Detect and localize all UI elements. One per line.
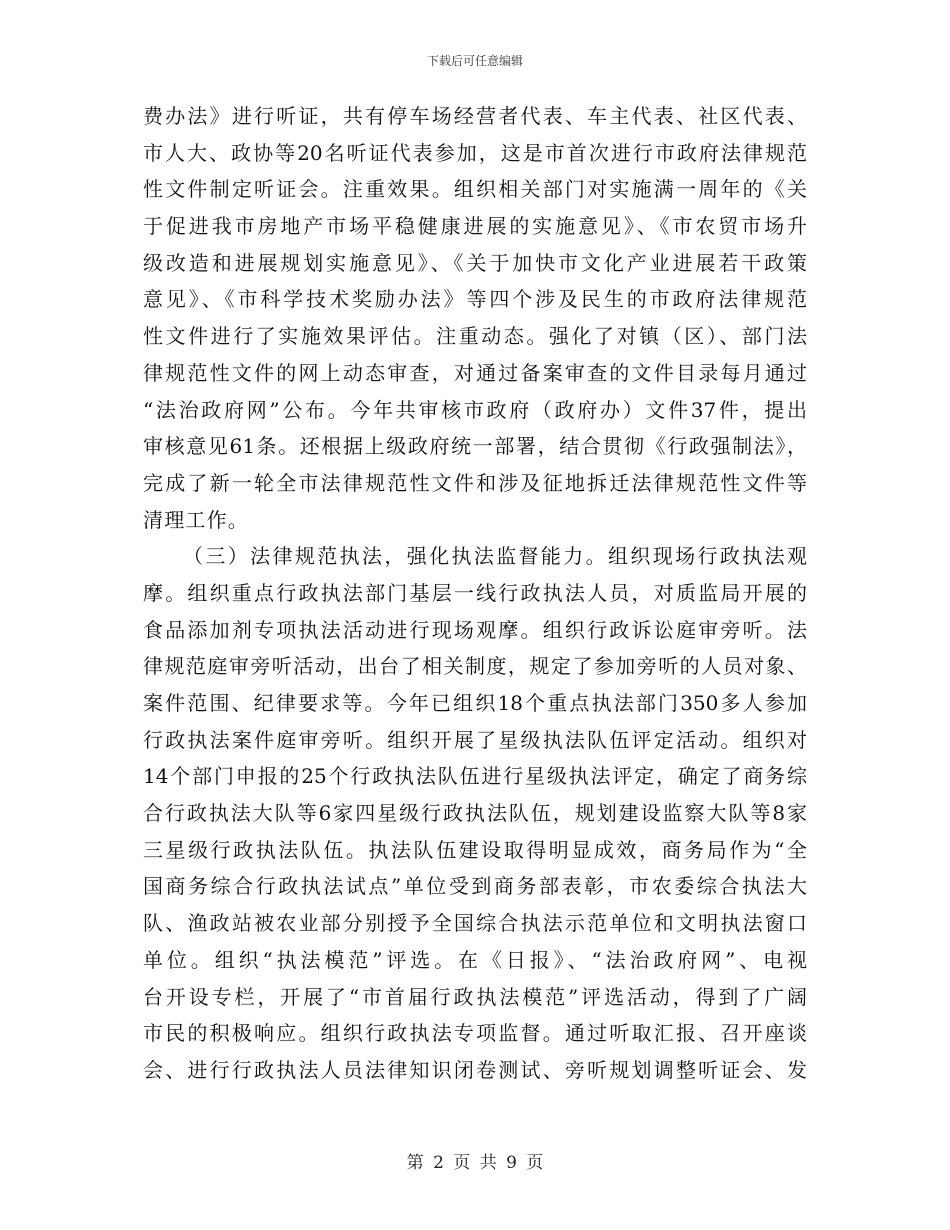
body-line-6: 意见》、《市科学技术奖励办法》等四个涉及民生的市政府法律规范	[143, 287, 807, 312]
body-line-3: 性文件制定听证会。注重效果。组织相关部门对实施满一周年的《关	[143, 177, 807, 202]
body-line-8: 律规范性文件的网上动态审查，对通过备案审查的文件目录每月通过	[143, 360, 807, 385]
body-line-22: 国商务综合行政执法试点”单位受到商务部表彰，市农委综合执法大	[143, 874, 807, 899]
body-line-15: 食品添加剂专项执法活动进行现场观摩。组织行政诉讼庭审旁听。法	[143, 617, 807, 642]
body-line-19: 14个部门申报的25个行政执法队伍进行星级执法评定，确定了商务综	[143, 764, 807, 789]
body-line-7: 性文件进行了实施效果评估。注重动态。强化了对镇（区）、部门法	[143, 324, 807, 349]
body-line-17: 案件范围、纪律要求等。今年已组织18个重点执法部门350多人参加	[143, 691, 807, 715]
body-line-10: 审核意见61条。还根据上级政府统一部署，结合贯彻《行政强制法》，	[143, 434, 807, 459]
body-line-2: 市人大、政协等20名听证代表参加，这是市首次进行市政府法律规范	[143, 140, 807, 165]
page-header-note: 下载后可任意编辑	[426, 54, 523, 68]
body-line-5: 级改造和进展规划实施意见》、《关于加快市文化产业进展若干政策	[143, 250, 807, 275]
section-heading-line: （三）法律规范执法，强化执法监督能力。组织现场行政执法观	[183, 544, 807, 569]
body-line-1: 费办法》进行听证，共有停车场经营者代表、车主代表、社区代表、	[143, 104, 807, 128]
body-line-27: 会、进行行政执法人员法律知识闭卷测试、旁听规划调整听证会、发	[143, 1057, 807, 1082]
body-line-12: 清理工作。	[143, 507, 249, 532]
body-line-11: 完成了新一轮全市法律规范性文件和涉及征地拆迁法律规范性文件等	[143, 470, 807, 495]
body-line-26: 市民的积极响应。组织行政执法专项监督。通过听取汇报、召开座谈	[143, 1021, 807, 1046]
body-line-16: 律规范庭审旁听活动，出台了相关制度，规定了参加旁听的人员对象、	[143, 654, 807, 679]
body-line-4: 于促进我市房地产市场平稳健康进展的实施意见》、《市农贸市场升	[143, 214, 807, 239]
body-line-20: 合行政执法大队等6家四星级行政执法队伍，规划建设监察大队等8家	[143, 801, 807, 826]
body-line-21: 三星级行政执法队伍。执法队伍建设取得明显成效，商务局作为“全	[143, 837, 807, 862]
body-line-24: 单位。组织“执法模范”评选。在《日报》、“法治政府网”、电视	[143, 947, 807, 972]
page-number: 第 2 页 共 9 页	[406, 1153, 544, 1173]
body-line-25: 台开设专栏，开展了“市首届行政执法模范”评选活动，得到了广阔	[143, 984, 807, 1009]
body-line-9: “法治政府网”公布。今年共审核市政府（政府办）文件37件，提出	[143, 397, 807, 422]
body-line-14: 摩。组织重点行政执法部门基层一线行政执法人员，对质监局开展的	[143, 580, 807, 605]
body-line-18: 行政执法案件庭审旁听。组织开展了星级执法队伍评定活动。组织对	[143, 727, 807, 752]
document-body	[143, 98, 807, 1089]
body-line-23: 队、渔政站被农业部分别授予全国综合执法示范单位和文明执法窗口	[143, 911, 807, 936]
